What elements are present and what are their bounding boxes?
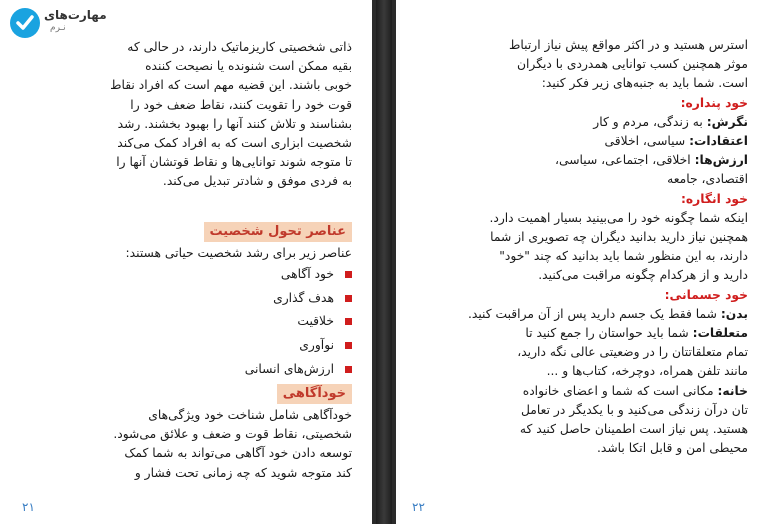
text-line: بقیه ممکن است شنونده یا نصیحت کننده — [145, 59, 352, 74]
section-heading: خودآگاهی — [277, 384, 352, 404]
text-line: به فردی موفق و شادتر تبدیل می‌کند. — [162, 174, 352, 189]
text-line: هستید. پس نیاز است اطمینان حاصل کنید که — [519, 422, 748, 437]
page-number: ۲۱ — [22, 500, 35, 514]
book-gutter — [372, 0, 396, 524]
definition-line: اعتقادات: سیاسی، اخلاقی — [604, 134, 748, 149]
subheading-self-image: خود پنداره: — [680, 95, 748, 110]
subheading-physical-self: خود جسمانی: — [664, 287, 748, 302]
text-line: توسعه دادن خود آگاهی می‌تواند به شما کمک — [124, 446, 352, 461]
text-line: بشناسند و تلاش کنند آنها را بهبود بخشند. رشد — [117, 116, 352, 131]
logo-title: مهارت‌های — [44, 8, 107, 22]
elements-list — [22, 263, 352, 381]
text-line: اقتصادی، جامعه — [667, 172, 748, 187]
section-heading: عناصر تحول شخصیت — [204, 222, 352, 242]
text-line: است. شما باید به جنبه‌های زیر فکر کنید: — [541, 76, 748, 91]
page-22 — [396, 0, 768, 524]
text-line: تمام متعلقاتتان را در وضعیتی عالی نگه دارید، — [517, 345, 748, 360]
self-awareness-section — [22, 384, 352, 483]
definition-line: خانه: مکانی است که شما و اعضای خانواده — [522, 383, 748, 398]
text-line: کند متوجه شوید که چه زمانی تحت فشار و — [134, 465, 352, 480]
brand-logo — [8, 6, 118, 40]
text-line: تا متوجه شوند توانایی‌ها و نقاط قوتشان آنها را — [116, 155, 352, 170]
text-line: تان درآن زندگی می‌کنید و با یکدیگر در تعامل — [520, 402, 748, 417]
definition-line: بدن: شما فقط یک جسم دارید پس از آن مراقبت کنید. — [467, 306, 748, 321]
list-item: هدف گذاری — [22, 287, 352, 311]
text-line: همچنین نیاز دارید بدانید دیگران چه تصویری از شما — [490, 230, 748, 245]
definition-line: ارزش‌ها: اخلاقی، اجتماعی، سیاسی، — [554, 153, 748, 168]
bullet-square-icon — [345, 271, 352, 278]
text-line: استرس هستید و در اکثر مواقع پیش نیاز ارتباط — [509, 38, 748, 52]
list-item: خلاقیت — [22, 310, 352, 334]
bullet-square-icon — [345, 318, 352, 325]
bullet-square-icon — [345, 342, 352, 349]
list-item: خود آگاهی — [22, 263, 352, 287]
text-line: دارید و از هرکدام چگونه مراقبت می‌کنید. — [538, 268, 748, 283]
bullet-square-icon — [345, 295, 352, 302]
right-page-content — [412, 36, 748, 458]
text-line: اینکه شما چگونه خود را می‌بینید بسیار اهمیت دارد. — [489, 210, 748, 225]
definition-line: نگرش: به زندگی، مردم و کار — [593, 114, 748, 129]
text-line: خوبی باشند. این قضیه مهم است که افراد نقاط — [110, 78, 352, 93]
text-line: موثر همچنین کسب توانایی همدردی با دیگران — [516, 57, 748, 72]
text-line: شخصیت ابزاری است که به افراد کمک می‌کند — [117, 136, 352, 151]
logo-subtitle: نـرم — [50, 23, 66, 33]
text-line: ذاتی شخصیتی کاریزماتیک دارند، در حالی که — [127, 40, 352, 54]
text-line: مانند تلفن همراه، دوچرخه، کتاب‌ها و ... — [546, 364, 748, 379]
list-item: نوآوری — [22, 334, 352, 358]
elements-intro: عناصر زیر برای رشد شخصیت حیاتی هستند: — [125, 246, 352, 260]
page-21 — [0, 0, 372, 524]
definition-line: متعلقات: شما باید حواستان را جمع کنید تا — [525, 326, 748, 341]
text-line: محیطی امن و قابل اتکا باشد. — [597, 441, 748, 456]
text-line: قوت خود را تقویت کنند، نقاط ضعف خود را — [130, 97, 352, 112]
text-line: دارند، به این منظور شما باید بدانید که چند "خود" — [499, 249, 748, 264]
list-item: ارزش‌های انسانی — [22, 358, 352, 382]
intro-paragraph — [22, 38, 352, 192]
subheading-self-esteem: خود انگاره: — [680, 191, 748, 206]
elements-section — [22, 222, 352, 381]
text-line: شخصیتی، نقاط قوت و ضعف و علائق می‌شود. — [113, 427, 352, 442]
text-line: خودآگاهی شامل شناخت خود ویژگی‌های — [148, 408, 352, 422]
checkmark-icon — [10, 8, 40, 38]
bullet-square-icon — [345, 366, 352, 373]
page-number: ۲۲ — [412, 500, 425, 514]
